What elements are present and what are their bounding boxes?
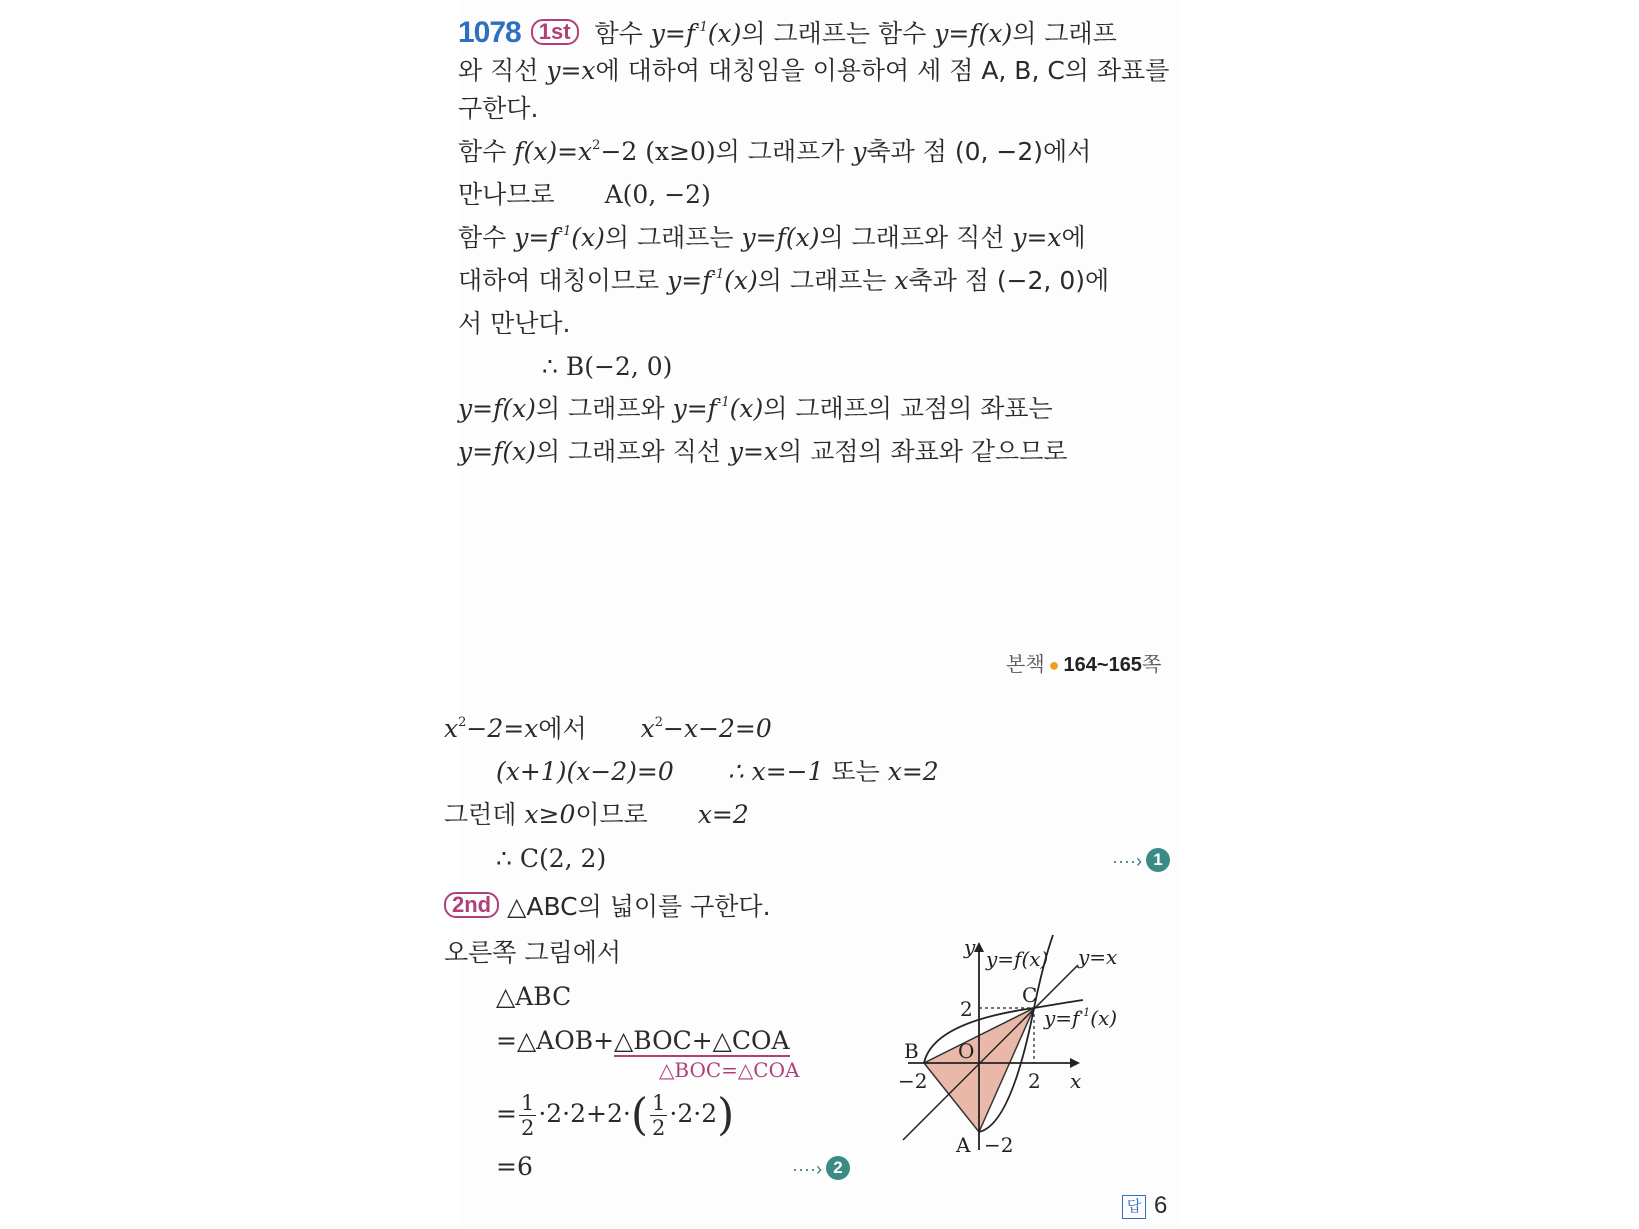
frac-den: 2 [520, 1116, 535, 1140]
ref-pages: 164~165 [1063, 654, 1142, 676]
math: x [640, 714, 655, 743]
ref-suffix: 쪽 [1141, 654, 1162, 676]
arrow-dots-icon: ····› [1112, 851, 1142, 871]
math: y=f(x) [458, 437, 536, 466]
equation-line [444, 798, 749, 832]
math: x≥0 [524, 800, 576, 829]
point-b: ∴ B(−2, 0) [542, 352, 673, 381]
math-sup: 2 [458, 715, 467, 730]
text: 에 [1061, 223, 1086, 252]
math: x [444, 714, 459, 743]
math: y=f(x) [741, 223, 820, 252]
text: △ABC의 넓이를 구한다. [507, 892, 771, 921]
label-inv-b: (x) [1090, 1006, 1118, 1030]
label-inv: y=f [1044, 1006, 1080, 1030]
equation-line [496, 1088, 734, 1142]
math: y [852, 137, 867, 166]
line-y-equals-x [903, 965, 1078, 1140]
math: f(x)=x [514, 137, 593, 166]
text: 의 그래프는 [757, 266, 895, 295]
text-line [458, 435, 1068, 469]
paren: ) [717, 1089, 735, 1141]
text-line [458, 221, 1086, 255]
step1-badge: 1st [531, 19, 579, 45]
underline-note: △BOC=△COA [659, 1058, 800, 1082]
text: 의 그래프와 직선 [535, 437, 729, 466]
text: 함수 [458, 223, 515, 252]
text-line [458, 92, 538, 126]
math: y=f [667, 266, 712, 295]
text-line [458, 54, 1169, 88]
text: 대하여 대칭이므로 [458, 266, 668, 295]
step2-badge: 2nd [444, 892, 499, 918]
page-reference [1006, 648, 1161, 677]
equation-line [496, 1024, 790, 1058]
math: y=f [650, 19, 696, 48]
math-sup: 2 [654, 715, 663, 730]
text: 서 만난다. [458, 309, 571, 338]
label-b: B [904, 1039, 919, 1063]
math: y=f [672, 394, 717, 423]
tick-2-y: 2 [960, 997, 973, 1021]
math-sup: 2 [592, 138, 601, 153]
math: ∴ x=−1 [727, 757, 832, 786]
problem-number: 1078 [458, 16, 521, 49]
text: 또는 [831, 757, 880, 786]
frac-den: 2 [652, 1116, 666, 1140]
text: 오른쪽 그림에서 [444, 938, 621, 967]
marker-1 [1112, 842, 1170, 878]
label-inv-sup: -1 [1079, 1006, 1091, 1019]
text: 축과 점 (0, −2)에서 [866, 137, 1092, 166]
marker-2 [792, 1150, 850, 1186]
arrow-dots-icon: ····› [792, 1159, 822, 1179]
math: −x−2=0 [663, 714, 772, 743]
tick-neg2-x: −2 [898, 1069, 928, 1093]
label-fx: y=f(x) [986, 947, 1049, 971]
text: 그런데 [444, 800, 525, 829]
graph-figure [888, 930, 1188, 1160]
frac-num: 1 [520, 1091, 535, 1115]
answer-icon: 답 [1122, 1195, 1146, 1219]
fraction [519, 1091, 536, 1140]
equation-line [444, 712, 772, 746]
label-o: O [958, 1039, 975, 1063]
text: 에서 [538, 714, 587, 743]
frac-num: 1 [652, 1091, 666, 1115]
text: 의 교점의 좌표와 같으므로 [778, 437, 1068, 466]
solution-page [444, 0, 1180, 1229]
point-c: ∴ C(2, 2) [496, 844, 607, 873]
text: 의 그래프가 [715, 137, 853, 166]
problem-header [458, 16, 1117, 51]
math: y=f(x) [934, 19, 1013, 48]
label-yx: y=x [1078, 945, 1118, 969]
tick-neg2-y: −2 [984, 1133, 1014, 1157]
math: x=2 [879, 757, 939, 786]
math: =△AOB+ [496, 1026, 615, 1055]
text: 에 대하여 대칭임을 이용하여 세 점 A, B, C의 좌표를 [595, 56, 1170, 85]
math: y=f(x) [458, 394, 536, 423]
y-axis-label: y [964, 935, 976, 959]
math: ·2·2+2· [538, 1099, 631, 1128]
math: x=2 [697, 800, 749, 829]
text: 와 직선 [458, 56, 547, 85]
math: (x) [729, 394, 764, 423]
result-line: =6 [496, 1152, 533, 1181]
label-f-inverse [1043, 1006, 1117, 1030]
math-sup: -1 [711, 267, 725, 282]
x-axis-label: x [1070, 1069, 1082, 1093]
text-line [458, 307, 571, 341]
ref-label: 본책 [1006, 654, 1045, 676]
fraction [650, 1091, 667, 1140]
text-line [458, 135, 1091, 169]
text: 의 그래프는 함수 [741, 19, 935, 48]
text-line [444, 936, 621, 970]
label-c: C [1022, 983, 1038, 1007]
number-badge: 2 [826, 1156, 850, 1180]
text: 이므로 [575, 800, 648, 829]
math-sup: -1 [716, 395, 730, 410]
text: 의 그래프 [1012, 19, 1117, 48]
answer-value: 6 [1154, 1192, 1168, 1219]
math: (x) [724, 266, 758, 295]
equation-line [496, 755, 939, 789]
text: 함수 [586, 19, 651, 48]
y-axis-arrow [974, 942, 984, 952]
point-a: A(0, −2) [604, 180, 711, 209]
math: y=x [546, 56, 596, 85]
triangle-abc: △ABC [496, 982, 572, 1011]
text: 함수 [458, 137, 515, 166]
math-sup: -1 [558, 224, 572, 239]
math: (x) [707, 19, 742, 48]
math: −2=x [466, 714, 539, 743]
dot-icon: ● [1048, 655, 1060, 675]
paren: ( [630, 1089, 649, 1141]
x-axis-arrow [1070, 1058, 1080, 1068]
text-line [458, 264, 1109, 298]
math: (x) [571, 223, 605, 252]
text: 의 그래프는 [604, 223, 742, 252]
number-badge: 1 [1146, 848, 1170, 872]
step2-line [444, 890, 771, 924]
math: x [894, 266, 909, 295]
text: 의 그래프와 [535, 394, 673, 423]
math-sup: -1 [695, 20, 708, 35]
answer [1122, 1192, 1167, 1220]
label-a: A [956, 1133, 971, 1157]
math: y=x [1012, 223, 1062, 252]
math: ·2·2 [669, 1099, 718, 1128]
underlined-term: △BOC+△COA [614, 1026, 790, 1055]
text: 의 그래프의 교점의 좌표는 [763, 394, 1053, 423]
math: y=x [728, 437, 779, 466]
text-line [458, 178, 711, 212]
math: (x+1)(x−2)=0 [496, 757, 674, 786]
text: 구한다. [458, 94, 539, 123]
math: −2 (x≥0) [600, 137, 716, 166]
math: y=f [514, 223, 559, 252]
text-line [458, 392, 1053, 426]
math: = [496, 1099, 517, 1128]
tick-2-x: 2 [1028, 1069, 1041, 1093]
text: 축과 점 (−2, 0)에 [908, 266, 1110, 295]
text: 만나므로 [458, 180, 555, 209]
text: 의 그래프와 직선 [819, 223, 1013, 252]
